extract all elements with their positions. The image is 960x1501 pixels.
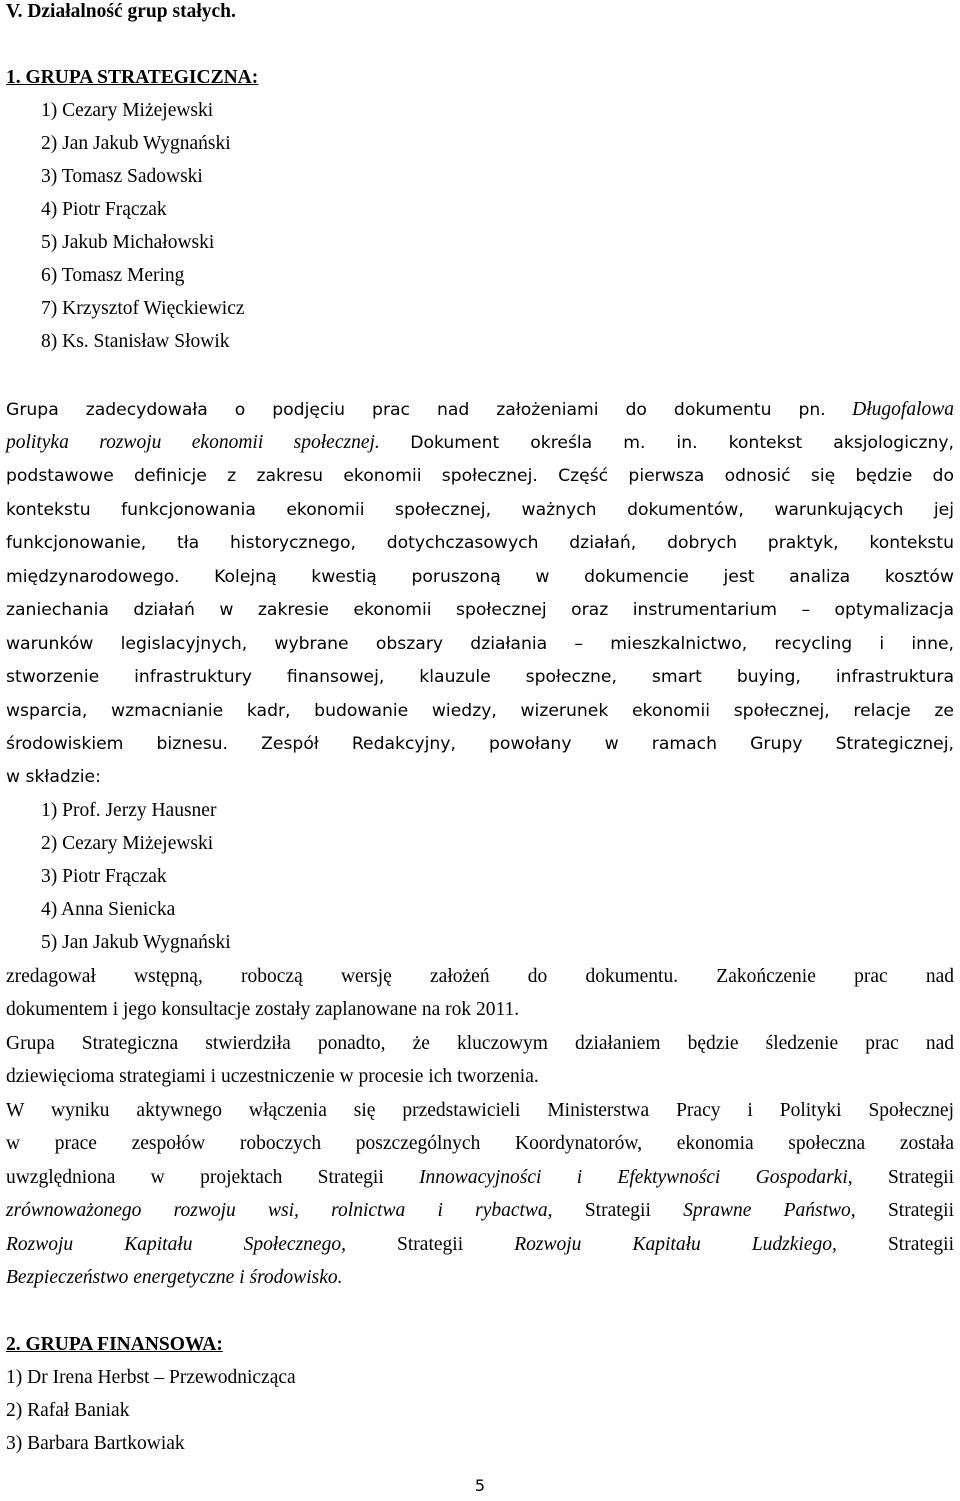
text-line: podstawowe definicje z zakresu ekonomii społecznej.: [6, 466, 538, 486]
text-line-italic: Długofalowa: [852, 399, 954, 420]
list-item: 5) Jan Jakub Wygnański: [41, 932, 231, 953]
list-item: 2) Jan Jakub Wygnański: [41, 133, 231, 154]
group-strategic-heading: 1. GRUPA STRATEGICZNA:: [6, 67, 259, 88]
text-line: kontekstu funkcjonowania ekonomii społecznej, ważnych dokumentów, warunkujących jej: [6, 500, 954, 520]
list-item: 1) Prof. Jerzy Hausner: [41, 800, 217, 821]
text-line: dziewięcioma strategiami i uczestniczenie w procesie ich tworzenia.: [6, 1066, 539, 1087]
text-line-italic: Sprawne Państwo,: [683, 1200, 856, 1221]
text-line: Strategii: [887, 1200, 955, 1221]
list-item: 7) Krzysztof Więckiewicz: [41, 298, 245, 319]
text-line-italic: polityka rozwoju ekonomii społecznej.: [6, 432, 380, 453]
list-item: 3) Barbara Bartkowiak: [6, 1433, 185, 1454]
text-line-italic: Bezpieczeństwo energetyczne i środowisko.: [6, 1267, 343, 1288]
text-line: w prace zespołów roboczych poszczególnych Koordynatorów, ekonomia społeczna została: [6, 1133, 954, 1154]
text-line: zaniechania działań w zakresie ekonomii społecznej oraz instrumentarium – optymalizacja: [6, 600, 954, 620]
text-line-italic: Innowacyjności i Efektywności Gospodarki,: [419, 1167, 853, 1188]
text-line: uwzględniona w projektach Strategii: [6, 1167, 384, 1188]
text-line: Grupa zadecydowała o podjęciu prac nad założeniami do dokumentu pn.: [6, 400, 826, 420]
text-line: środowiskiem biznesu. Zespół Redakcyjny, powołany w ramach Grupy Strategicznej,: [6, 734, 954, 754]
text-line-italic: zrównoważonego rozwoju wsi, rolnictwa i rybactwa,: [6, 1200, 553, 1221]
list-item: 4) Anna Sienicka: [41, 899, 176, 920]
text-line: Strategii: [397, 1234, 464, 1255]
text-line: wsparcia, wzmacnianie kadr, budowanie wiedzy, wizerunek ekonomii społecznej, relacje ze: [6, 701, 954, 721]
list-item: 4) Piotr Frączak: [41, 199, 167, 220]
list-item: 2) Cezary Miżejewski: [41, 833, 214, 854]
text-line: warunków legislacyjnych, wybrane obszary działania – mieszkalnictwo, recycling i inne,: [6, 634, 954, 654]
text-line: stworzenie infrastruktury finansowej, klauzule społeczne, smart buying, infrastruktura: [6, 667, 954, 687]
text-line: w składzie:: [6, 767, 101, 787]
list-item: 2) Rafał Baniak: [6, 1400, 130, 1421]
text-line: Strategii: [887, 1234, 955, 1255]
text-line-italic: Rozwoju Kapitału Ludzkiego,: [514, 1234, 837, 1255]
list-item: 8) Ks. Stanisław Słowik: [41, 331, 230, 352]
text-line: dokumentem i jego konsultacje zostały zaplanowane na rok 2011.: [6, 999, 520, 1020]
text-line-italic: Rozwoju Kapitału Społecznego,: [6, 1234, 346, 1255]
text-line: W wyniku aktywnego włączenia się przedstawicieli Ministerstwa Pracy i Polityki Społecznej: [6, 1100, 954, 1121]
page-number: 5: [474, 1476, 486, 1495]
text-line: Dokument określa m. in. kontekst aksjologiczny,: [410, 433, 954, 453]
list-item: 1) Dr Irena Herbst – Przewodnicząca: [6, 1367, 296, 1388]
list-item: 1) Cezary Miżejewski: [41, 100, 214, 121]
text-line: Kolejną kwestią poruszoną w dokumencie jest analiza kosztów: [214, 567, 954, 587]
list-item: 6) Tomasz Mering: [41, 265, 185, 286]
list-item: 3) Piotr Frączak: [41, 866, 167, 887]
group-financial-heading: 2. GRUPA FINANSOWA:: [6, 1334, 223, 1355]
text-line: międzynarodowego.: [6, 567, 180, 587]
text-line: Strategii: [584, 1200, 651, 1221]
text-line: Strategii: [887, 1167, 955, 1188]
section-heading: V. Działalność grup stałych.: [6, 1, 236, 22]
text-line: zredagował wstępną, roboczą wersję założeń do dokumentu. Zakończenie prac nad: [6, 966, 954, 987]
text-line: Grupa Strategiczna stwierdziła ponadto, że kluczowym działaniem będzie śledzenie prac nad: [6, 1033, 954, 1054]
list-item: 5) Jakub Michałowski: [41, 232, 215, 253]
text-line: Część pierwsza odnosić się będzie do: [558, 466, 954, 486]
text-line: funkcjonowanie, tła historycznego, dotychczasowych działań, dobrych praktyk, kontekstu: [6, 533, 954, 553]
list-item: 3) Tomasz Sadowski: [41, 166, 203, 187]
